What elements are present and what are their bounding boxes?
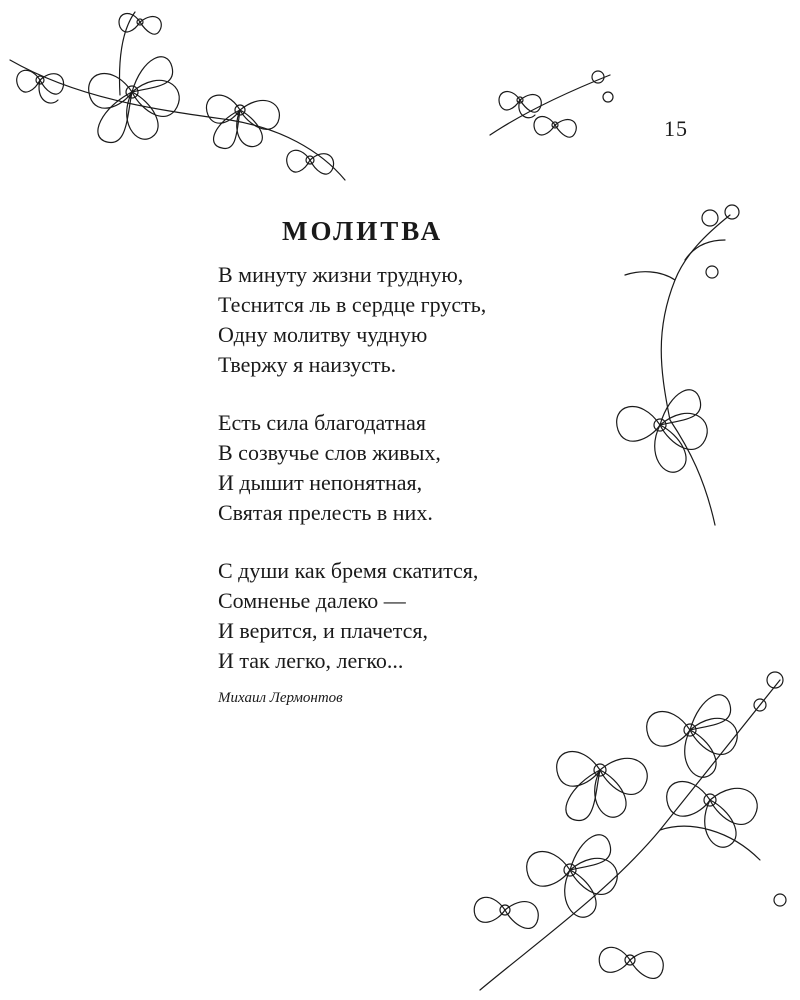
poem-line: Есть сила благодатная	[218, 410, 427, 435]
poem-line: И верится, и плачется,	[218, 618, 428, 643]
poem-line: Сомненье далеко —	[218, 588, 406, 613]
poem-stanza	[218, 556, 598, 676]
poem-line: Одну молитву чудную	[218, 322, 428, 347]
poem-line: Твержу я наизусть.	[218, 352, 397, 377]
poem-line: В созвучье слов живых,	[218, 440, 441, 465]
poem-line: И дышит непонятная,	[218, 470, 423, 495]
page-number: 15	[664, 116, 688, 141]
poem-line: С души как бремя скатится,	[218, 558, 479, 583]
poem-stanza	[218, 260, 598, 380]
poem-line: И так легко, легко...	[218, 648, 404, 673]
large-blossom-branch-icon	[460, 660, 800, 1000]
poem-line: Святая прелесть в них.	[218, 500, 433, 525]
poem-author: Михаил Лермонтов	[218, 690, 343, 706]
vertical-blossom-branch-icon	[600, 200, 750, 540]
poem-line: В минуту жизни трудную,	[218, 262, 464, 287]
poem-stanza	[218, 408, 598, 528]
poem-line: Теснится ль в сердце грусть,	[218, 292, 487, 317]
small-blossom-icon	[480, 55, 620, 160]
poem-title: МОЛИТВА	[282, 216, 444, 246]
blossom-branch-icon	[0, 0, 360, 200]
